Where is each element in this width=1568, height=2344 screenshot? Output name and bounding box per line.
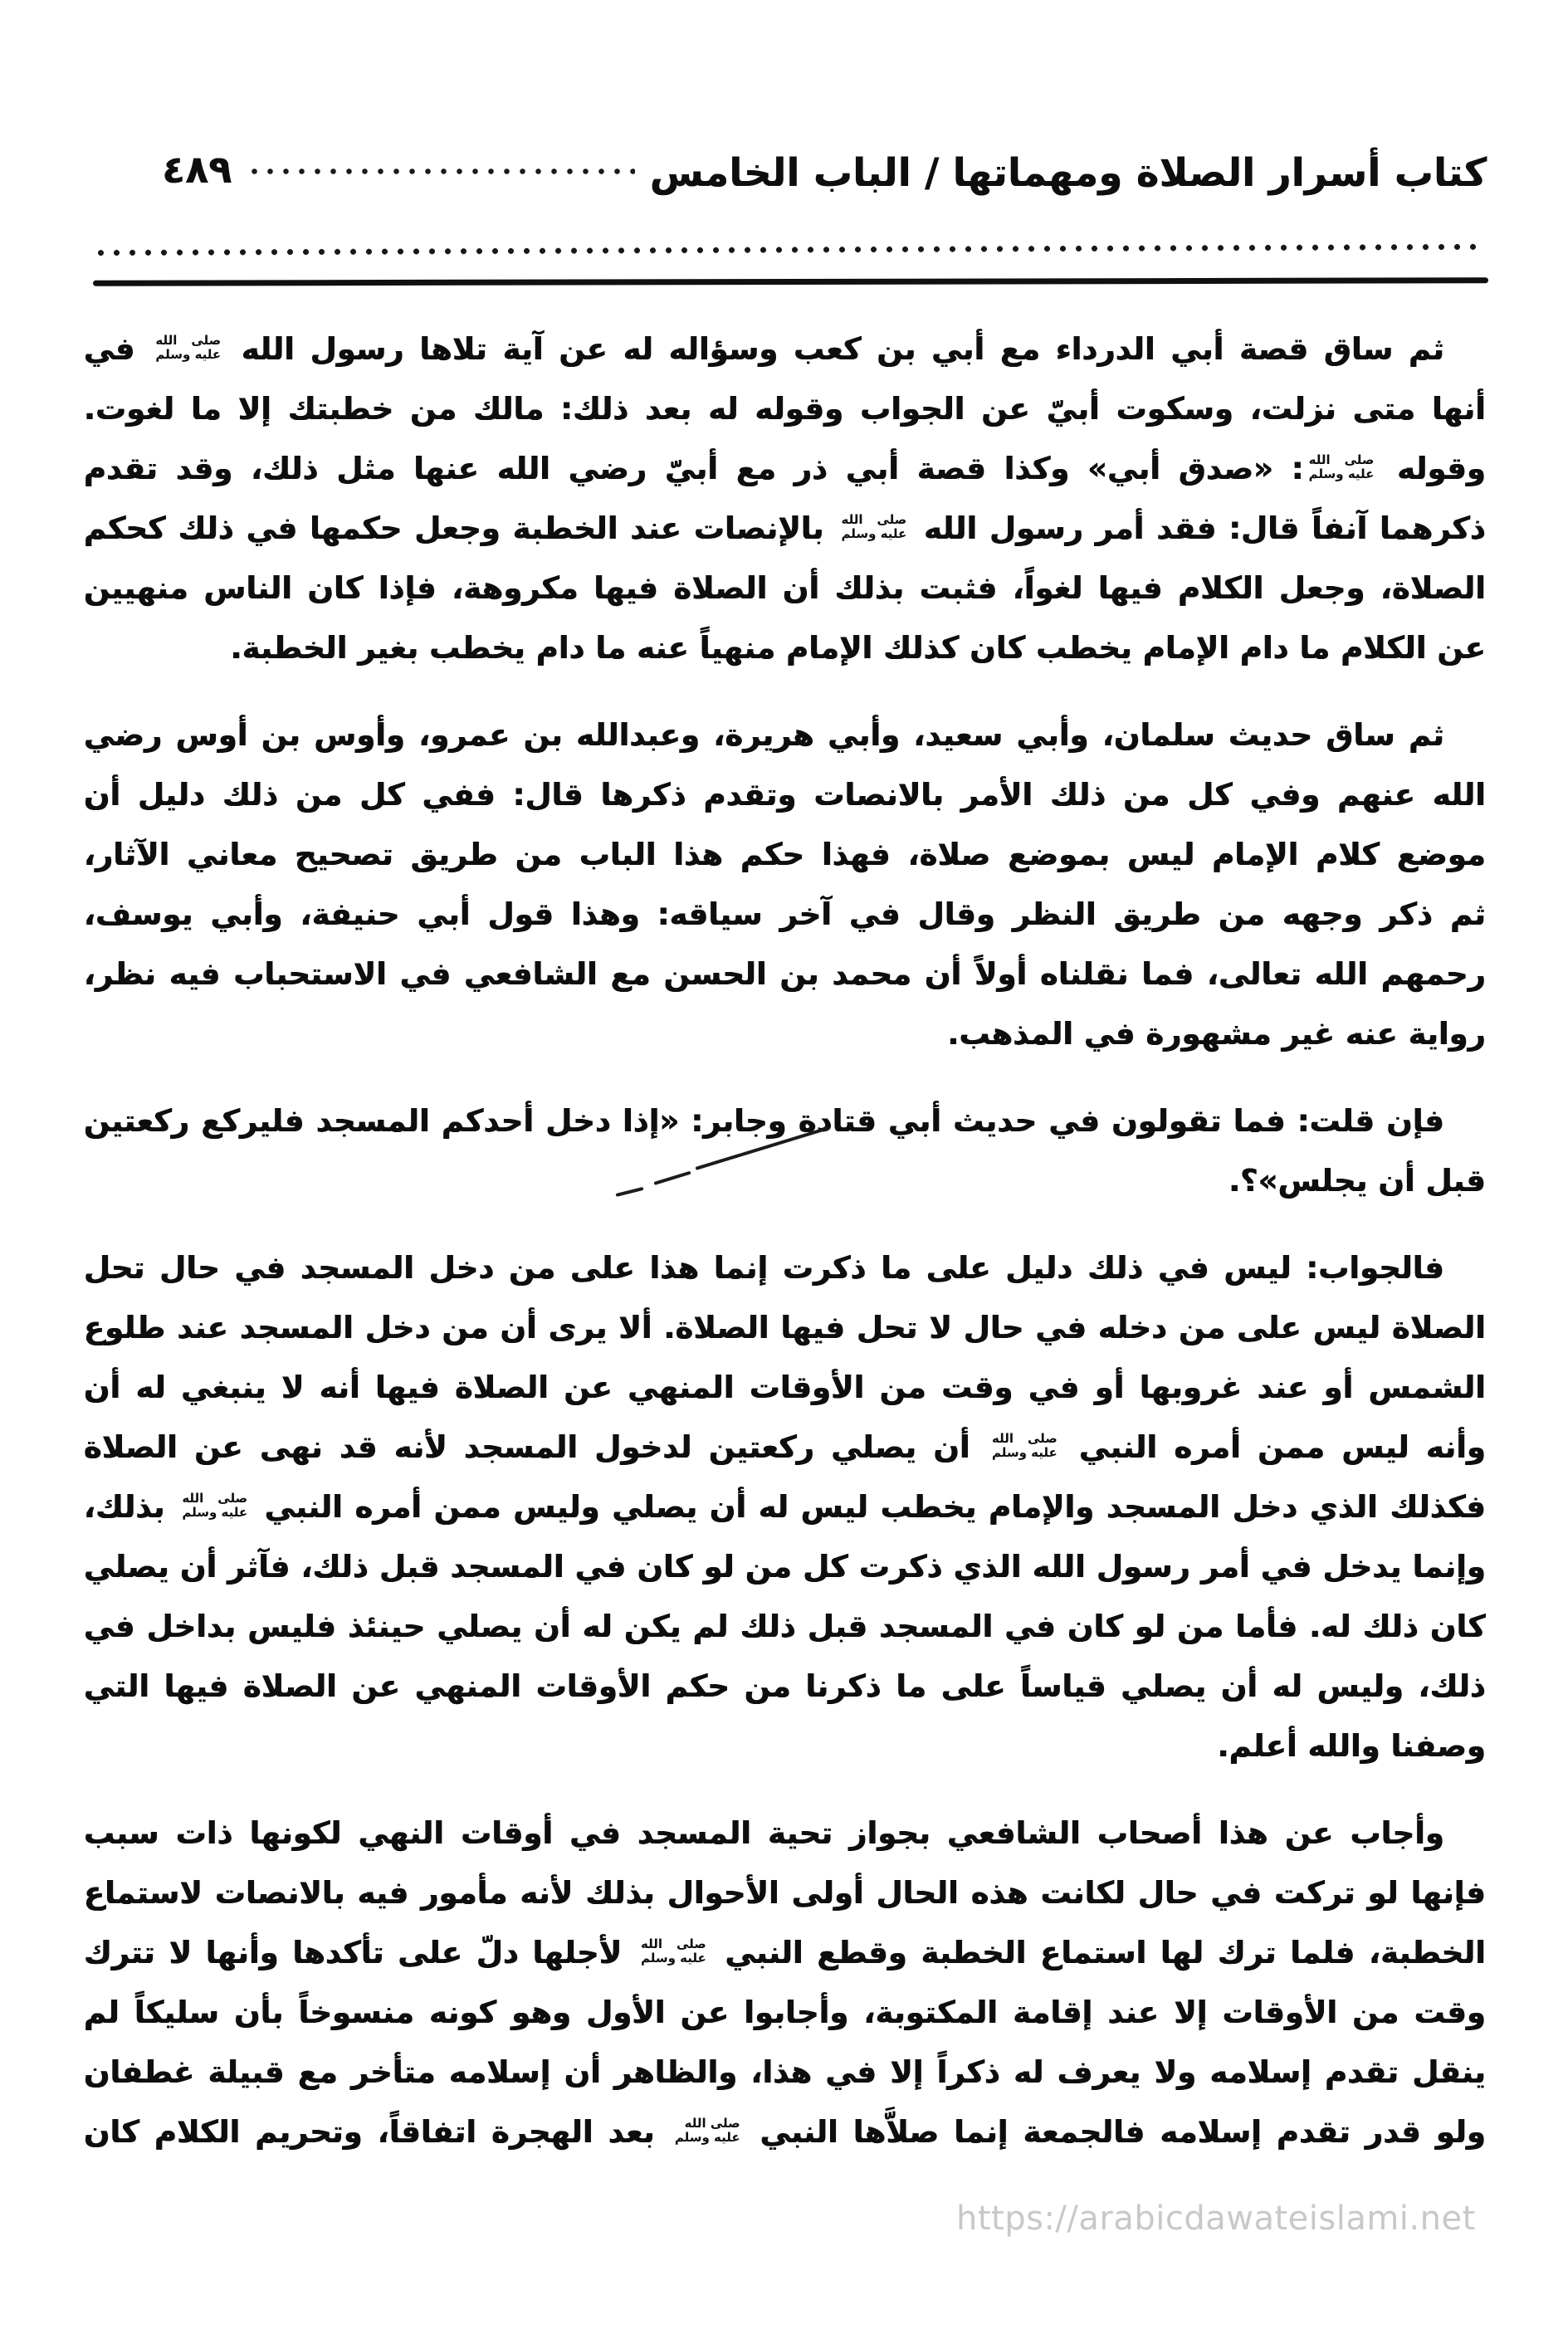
text-line: ثم ساق قصة أبي الدرداء مع أبي بن كعب وسؤاله له عن آية تلاها رسول الله صلى الله عليه وسلم في (84, 331, 1444, 367)
dotted-divider (93, 241, 1482, 258)
text-line: وأنه ليس ممن أمره النبي صلى الله عليه وسلم أن يصلي ركعتين لدخول المسجد لأنه قد نهى عن الصلاة (84, 1429, 1486, 1465)
paragraph (84, 1091, 1486, 1211)
sallallahu-alayhi-wasallam-mark: صلى الله عليه وسلم (841, 512, 907, 541)
sallallahu-alayhi-wasallam-mark: صلى الله عليه وسلم (641, 1936, 706, 1966)
text-line: الشمس أو عند غروبها أو في وقت من الأوقات المنهي عن الصلاة فيها أنه لا ينبغي له أن (84, 1370, 1486, 1405)
text-line: كان ذلك له. فأما من لو كان في المسجد قبل ذلك لم يكن له أن يصلي حينئذ فليس بداخل في (84, 1609, 1486, 1644)
text-line: وقوله صلى الله عليه وسلم : «صدق أبي» وكذا قصة أبي ذر مع أبيّ رضي الله عنها مثل ذلك، وقد تقدم (84, 451, 1486, 486)
text-line: الله عنهم وفي كل من ذلك الأمر بالانصات وتقدم ذكرها قال: ففي كل من ذلك دليل أن (84, 777, 1486, 813)
watermark-url: https://arabicdawateislami.net (956, 2200, 1476, 2238)
text-line: عن الكلام ما دام الإمام يخطب كان كذلك الإمام منهياً عنه ما دام يخطب بغير الخطبة. (230, 630, 1486, 666)
text-line: أنها متى نزلت، وسكوت أبيّ عن الجواب وقوله له بعد ذلك: مالك من خطبتك إلا ما لغوت. (84, 391, 1486, 427)
text-line: رحمهم الله تعالى، فما نقلناه أولاً أن محمد بن الحسن مع الشافعي في الاستحباب فيه نظر، (84, 956, 1486, 992)
text-line: فكذلك الذي دخل المسجد والإمام يخطب ليس له أن يصلي وليس ممن أمره النبي صلى الله عليه وسلم بذلك، (84, 1489, 1486, 1525)
text-line: ذلك، وليس له أن يصلي قياساً على ما ذكرنا من حكم الأوقات المنهي عن الصلاة فيها التي (84, 1668, 1486, 1704)
sallallahu-alayhi-wasallam-mark: صلى الله عليه وسلم (674, 2116, 740, 2145)
page-number: ٤٨٩ (162, 147, 232, 192)
text-line: وأجاب عن هذا أصحاب الشافعي بجواز تحية المسجد في أوقات النهي لكونها ذات سبب (84, 1815, 1444, 1851)
text-line: ثم ساق حديث سلمان، وأبي سعيد، وأبي هريرة، وعبدالله بن عمرو، وأوس بن أوس رضي (84, 717, 1444, 753)
book-title: كتاب أسرار الصلاة ومهماتها / الباب الخامس (649, 150, 1487, 196)
sallallahu-alayhi-wasallam-mark: صلى الله عليه وسلم (991, 1431, 1058, 1460)
text-line: فإنها لو تركت في حال لكانت هذه الحال أولى الأحوال بذلك لأنه مأمور فيه بالانصات لاستماع (84, 1875, 1486, 1911)
text-line: الصلاة ليس على من دخله في حال لا تحل فيها الصلاة. ألا يرى أن من دخل المسجد عند طلوع (84, 1310, 1486, 1345)
text-line: ينقل تقدم إسلامه ولا يعرف له ذكراً إلا في هذا، والظاهر أن إسلامه متأخر مع قبيلة غطفان (84, 2054, 1486, 2090)
text-line: ثم ذكر وجهه من طريق النظر وقال في آخر سياقه: وهذا قول أبي حنيفة، وأبي يوسف، (84, 896, 1486, 932)
text-line: ولو قدر تقدم إسلامه فالجمعة إنما صلاَّها النبي صلى الله عليه وسلم بعد الهجرة اتفاقاً، وتحريم الكلام كان (84, 2114, 1486, 2150)
sallallahu-alayhi-wasallam-mark: صلى الله عليه وسلم (182, 1491, 248, 1520)
text-line: رواية عنه غير مشهورة في المذهب. (947, 1016, 1486, 1052)
text-line: الخطبة، فلما ترك لها استماع الخطبة وقطع النبي صلى الله عليه وسلم لأجلها دلّ على تأكدها وأنها لا تترك (84, 1935, 1486, 1970)
text-line: فالجواب: ليس في ذلك دليل على ما ذكرت إنما هذا على من دخل المسجد في حال تحل (84, 1250, 1444, 1286)
page-header (162, 146, 1487, 201)
text-line: وقت من الأوقات إلا عند إقامة المكتوبة، وأجابوا عن الأول وهو كونه منسوخاً بأن سليكاً لم (84, 1995, 1486, 2030)
text-line: وصفنا والله أعلم. (1217, 1728, 1486, 1764)
sallallahu-alayhi-wasallam-mark: صلى الله عليه وسلم (155, 333, 222, 362)
text-line: قبل أن يجلس»؟. (1229, 1163, 1486, 1199)
text-line: فإن قلت: فما تقولون في حديث أبي قتادة وجابر: «إذا دخل أحدكم المسجد فليركع ركعتين (84, 1103, 1444, 1139)
paragraph (84, 706, 1486, 1064)
text-line: الصلاة، وجعل الكلام فيها لغواً، فثبت بذلك أن الصلاة فيها مكروهة، فإذا كان الناس منهيين (84, 570, 1486, 606)
text-line: موضع كلام الإمام ليس بموضع صلاة، فهذا حكم هذا الباب من طريق تصحيح معاني الآثار، (84, 837, 1486, 872)
sallallahu-alayhi-wasallam-mark: صلى الله عليه وسلم (1308, 452, 1375, 481)
text-line: ذكرهما آنفاً قال: فقد أمر رسول الله صلى الله عليه وسلم بالإنصات عند الخطبة وجعل حكمها في ذلك كحكم (84, 510, 1486, 546)
text-line: وإنما يدخل في أمر رسول الله الذي ذكرت كل من لو كان في المسجد قبل ذلك، فآثر أن يصلي (84, 1549, 1486, 1585)
paragraph (84, 1238, 1486, 1776)
paragraph (84, 320, 1486, 678)
horizontal-rule (93, 277, 1488, 286)
page-body (84, 320, 1486, 2162)
paragraph (84, 1804, 1486, 2162)
dotted-leader (247, 166, 634, 177)
